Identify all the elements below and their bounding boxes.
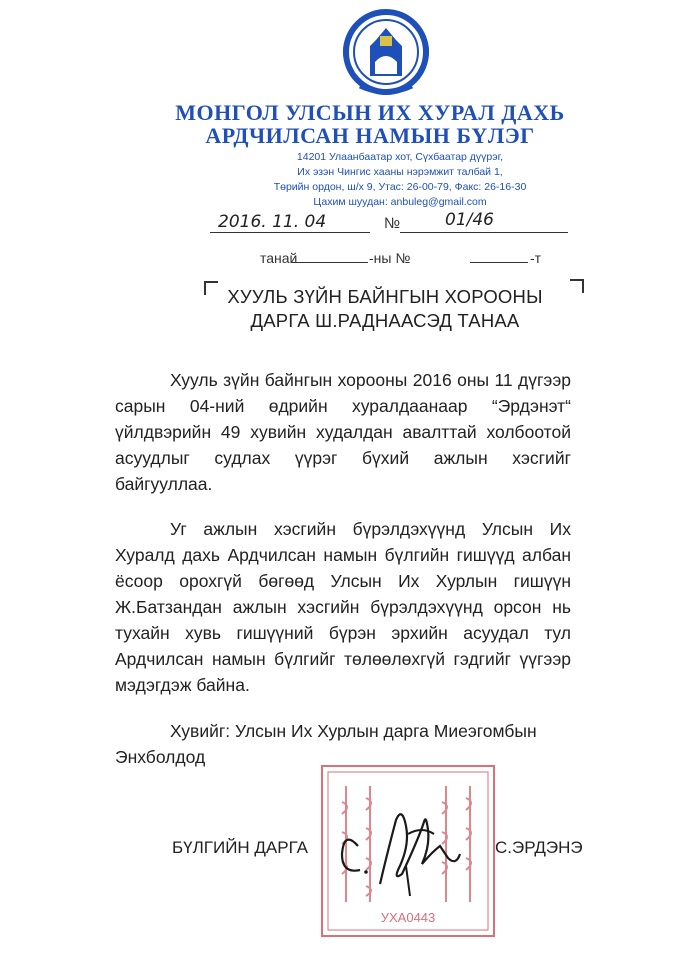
recipient-line2: ДАРГА Ш.РАДНААСЭД ТАНАА [250, 310, 520, 331]
signatory-title: БҮЛГИЙН ДАРГА [172, 838, 309, 857]
paragraph-line: үйлдвэрийн 49 хувийн худалдан авалттай холбоотой [115, 422, 571, 442]
paragraph-line: байгууллаа. [115, 474, 213, 494]
paragraph-line: Уг ажлын хэсгийн бүрэлдэхүүнд Улсын Их [170, 519, 571, 539]
email-line: Цахим шуудан: anbuleg@gmail.com [313, 196, 487, 208]
number-label: № [384, 215, 401, 232]
signatory-name: С.ЭРДЭНЭ [495, 838, 583, 857]
address-line: Их эзэн Чингис хааны нэрэмжит талбай 1, [297, 166, 503, 178]
body-paragraph-2 [115, 516, 571, 698]
copy-to-line1: Хувийг: Улсын Их Хурлын дарга Миеэгомбын [170, 721, 537, 741]
org-name-line2: АРДЧИЛСАН НАМЫН БҮЛЭГ [205, 123, 535, 148]
number-underline [400, 232, 568, 233]
your-ref-suffix: -т [530, 250, 542, 266]
address-line: 14201 Улаанбаатар хот, Сүхбаатар дүүрэг, [296, 151, 504, 163]
copy-to-line2: Энхболдод [115, 747, 206, 767]
handwritten-signature [336, 800, 476, 900]
org-name-line1: МОНГОЛ УЛСЫН ИХ ХУРАЛ ДАХЬ [175, 100, 565, 125]
address-line: Төрийн ордон, ш/х 9, Утас: 26-00-79, Факс: 26-16-30 [273, 181, 527, 193]
paragraph-line: ёсоор орохгүй бөгөөд Улсын Их Хурлын гишүүн [115, 571, 571, 591]
paragraph-line: мэдэгдэж байна. [115, 675, 250, 695]
your-ref-number-blank [470, 262, 528, 263]
your-ref-mid-label: -ны № [369, 250, 411, 266]
paragraph-line: Ардчилсан намын бүлгийг төлөөлөхгүй гэдгийг үүгээр [115, 649, 571, 669]
paragraph-line: сарын 04-ний өдрийн хуралдаанаар “Эрдэнэт“ [115, 396, 571, 416]
paragraph-line: Ж.Батзандан ажлын хэсгийн бүрэлдэхүүнд орсон нь [115, 597, 571, 617]
date-underline [210, 232, 370, 233]
body-paragraph-1 [115, 367, 571, 497]
handwritten-date: 2016. 11. 04 [218, 212, 327, 232]
paragraph-line: тухайн хувь гишүүний бүрэн эрхийн асуудал тул [115, 623, 571, 643]
paragraph-line: асуудлыг судлах үүрэг бүхий ажлын хэсгийг [115, 448, 571, 468]
handwritten-number: 01/46 [445, 210, 494, 230]
recipient-line1: ХУУЛЬ ЗҮЙН БАЙНГЫН ХОРООНЫ [227, 286, 543, 307]
your-ref-label: танай [260, 250, 298, 266]
paragraph-line: Хуралд дахь Ардчилсан намын бүлгийн гишүүд албан [115, 545, 571, 565]
your-ref-date-blank [292, 262, 368, 263]
paragraph-line: Хууль зүйн байнгын хорооны 2016 оны 11 дүгээр [170, 370, 571, 390]
state-emblem-icon [330, 6, 442, 102]
stamp-code: УХА0443 [380, 910, 436, 925]
